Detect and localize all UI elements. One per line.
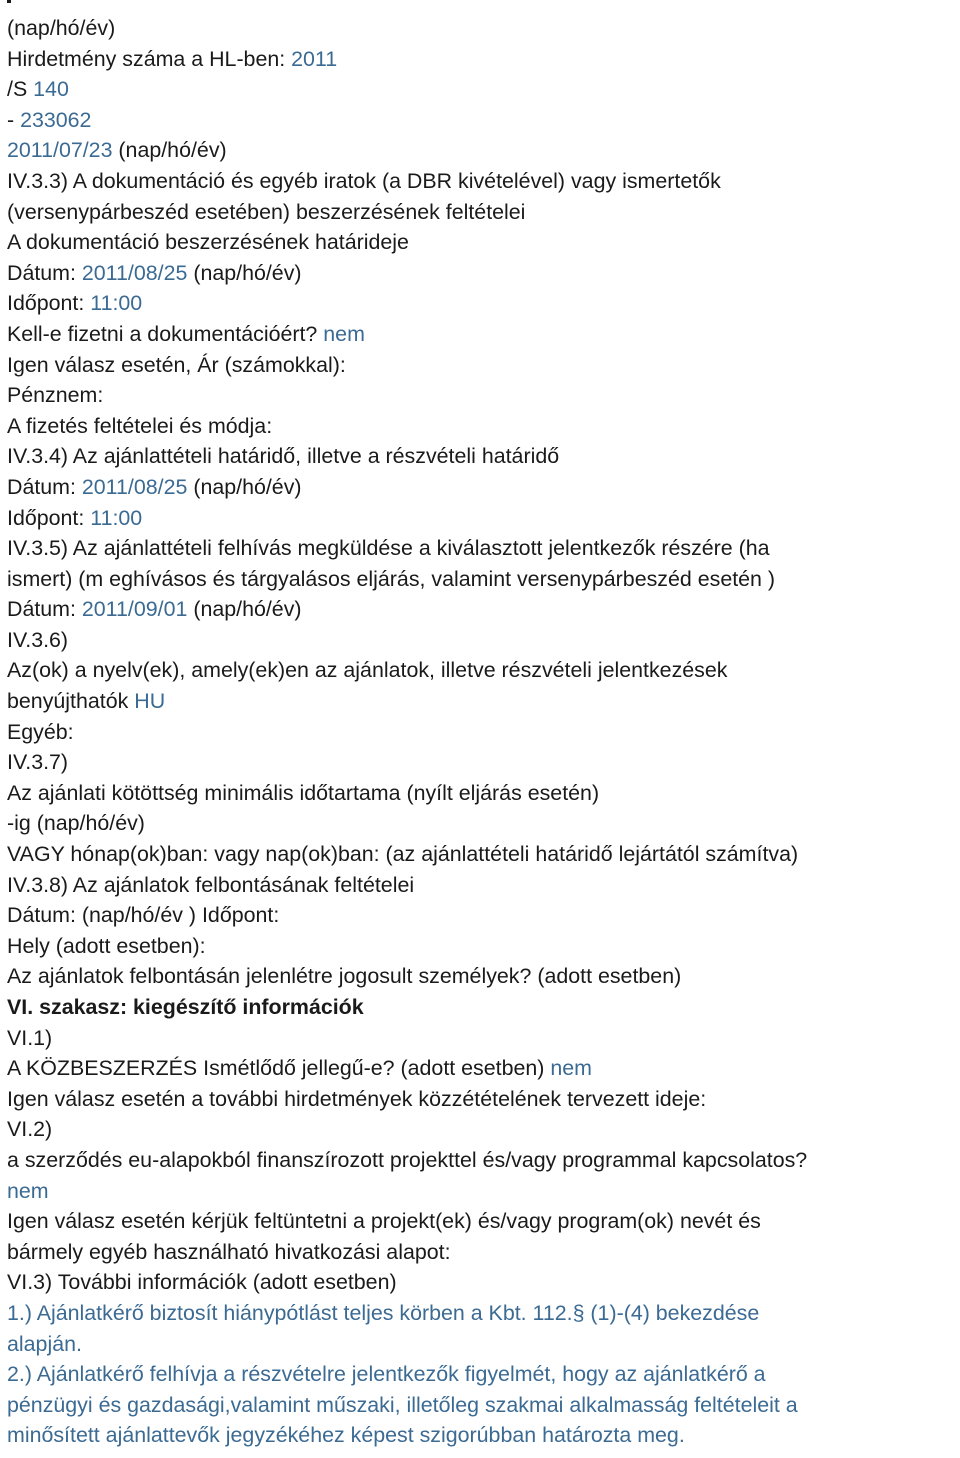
docs-deadline-date [7, 258, 957, 289]
docs-deadline-title [7, 227, 957, 258]
text-line: Egyéb: [7, 719, 74, 744]
section-vi-1-heading [7, 1023, 957, 1054]
currency-line [7, 380, 957, 411]
text-line: VAGY hónap(ok)ban: vagy nap(ok)ban: (az ajánlattételi határidő lejártától számítva) [7, 842, 799, 867]
additional-info-1-cont [7, 1329, 957, 1360]
section-vi-3-heading [7, 1267, 957, 1298]
notice-number-line [7, 44, 957, 75]
languages-value-line [7, 686, 957, 717]
text-line: ismert) (m eghívásos és tárgyalásos eljárás, valamint versenypárbeszéd esetén ) [7, 566, 776, 591]
date-format-note [7, 13, 957, 44]
section-iv-3-5-heading-cont [7, 564, 957, 595]
docs-payment-question [7, 319, 957, 350]
text-line: 2.) Ajánlatkérő felhívja a részvételre jelentkezők figyelmét, hogy az ajánlatkérő a [7, 1362, 766, 1387]
label: Dátum: [7, 474, 82, 499]
section-vi-heading [7, 992, 957, 1023]
section-iv-3-3-heading [7, 166, 957, 197]
text-line: IV.3.3) A dokumentáció és egyéb iratok (a DBR kivételével) vagy ismertetők [7, 168, 721, 193]
text-line: IV.3.7) [7, 750, 69, 775]
text-line: bármely egyéb használható hivatkozási alapot: [7, 1239, 451, 1264]
value: nem [323, 321, 365, 346]
binding-period-line [7, 778, 957, 809]
text-line: Igen válasz esetén, Ár (számokkal): [7, 352, 346, 377]
text-line: -ig (nap/hó/év) [7, 811, 145, 836]
notice-date-line [7, 135, 957, 166]
section-iv-3-7-heading [7, 747, 957, 778]
project-reference-line [7, 1206, 957, 1237]
label: A KÖZBESZERZÉS Ismétlődő jellegű-e? (adott esetben) [7, 1056, 551, 1081]
section-iv-3-5-heading [7, 533, 957, 564]
tender-deadline-date [7, 472, 957, 503]
notice-s-line [7, 74, 957, 105]
value: HU [134, 689, 166, 714]
value: nem [7, 1178, 49, 1203]
suffix: (nap/hó/év) [187, 597, 302, 622]
text-line: 1.) Ajánlatkérő biztosít hiánypótlást teljes körben a Kbt. 112.§ (1)-(4) bekezdése [7, 1300, 760, 1325]
price-line [7, 350, 957, 381]
value: 11:00 [90, 505, 143, 530]
notice-id-line [7, 105, 957, 136]
label: benyújthatók [7, 689, 135, 714]
text-line: (versenypárbeszéd esetében) beszerzésének feltételei [7, 199, 526, 224]
additional-info-2-cont [7, 1390, 957, 1421]
further-notices-line [7, 1084, 957, 1115]
invitation-date [7, 594, 957, 625]
text-line: Az ajánlati kötöttség minimális időtartama (nyílt eljárás esetén) [7, 780, 600, 805]
section-iv-3-6-heading [7, 625, 957, 656]
value: 11:00 [90, 291, 143, 316]
text-line: IV.3.8) Az ajánlatok felbontásának feltételei [7, 872, 415, 897]
suffix: (nap/hó/év) [187, 260, 302, 285]
suffix: (nap/hó/év) [112, 138, 227, 163]
binding-until-line [7, 808, 957, 839]
recurrent-procurement-line [7, 1053, 957, 1084]
text-line: alapján. [7, 1331, 82, 1356]
docs-deadline-time [7, 288, 957, 319]
text-line: Igen válasz esetén a további hirdetmények közzétételének tervezett ideje: [7, 1086, 707, 1111]
text-line: VI.3) További információk (adott esetben) [7, 1270, 397, 1295]
label: Időpont: [7, 505, 91, 530]
label: Dátum: [7, 597, 82, 622]
label: Hirdetmény száma a HL-ben: [7, 46, 292, 71]
label: Időpont: [7, 291, 91, 316]
text-line: VI. szakasz: kiegészítő információk [7, 995, 364, 1019]
label: Kell-e fizetni a dokumentációért? [7, 321, 324, 346]
eu-funds-question [7, 1145, 957, 1176]
value: 2011/08/25 [81, 260, 188, 285]
additional-info-2 [7, 1359, 957, 1390]
opening-attendees-line [7, 961, 957, 992]
binding-months-line [7, 839, 957, 870]
text-line: IV.3.4) Az ajánlattételi határidő, illetve a részvételi határidő [7, 444, 560, 469]
project-reference-line-cont [7, 1237, 957, 1268]
text-line: Igen válasz esetén kérjük feltüntetni a projekt(ek) és/vagy program(ok) nevét és [7, 1209, 761, 1234]
text-line: VI.1) [7, 1025, 53, 1050]
document-page [7, 13, 957, 1451]
value: 2011/07/23 [7, 138, 113, 163]
text-line: pénzügyi és gazdasági,valamint műszaki, illetőleg szakmai alkalmasság feltételeit a [7, 1392, 798, 1417]
section-iv-3-8-heading [7, 870, 957, 901]
label: - [7, 107, 21, 132]
section-iv-3-3-heading-cont [7, 197, 957, 228]
label: /S [7, 77, 34, 102]
value: 140 [33, 77, 69, 102]
value: 2011/08/25 [81, 474, 188, 499]
text-line: IV.3.5) Az ajánlattételi felhívás megküldése a kiválasztott jelentkezők részére (ha [7, 536, 770, 561]
text-line: A dokumentáció beszerzésének határideje [7, 230, 409, 255]
opening-place-line [7, 931, 957, 962]
eu-funds-answer [7, 1176, 957, 1207]
other-language-line [7, 717, 957, 748]
value: 2011/09/01 [81, 597, 188, 622]
languages-line [7, 655, 957, 686]
text-line: Dátum: (nap/hó/év ) Időpont: [7, 903, 280, 928]
page-top-mark [7, 0, 11, 3]
text-line: minősített ajánlattevők jegyzékéhez képest szigorúbban határozta meg. [7, 1423, 685, 1448]
additional-info-2-end [7, 1420, 957, 1451]
value: nem [550, 1056, 592, 1081]
value: 233062 [20, 107, 92, 132]
text-line: Hely (adott esetben): [7, 933, 206, 958]
payment-terms-line [7, 411, 957, 442]
text-line: VI.2) [7, 1117, 53, 1142]
opening-date-time-line [7, 900, 957, 931]
text-line: Pénznem: [7, 383, 104, 408]
value: 2011 [291, 46, 338, 71]
section-iv-3-4-heading [7, 441, 957, 472]
suffix: (nap/hó/év) [187, 474, 302, 499]
additional-info-1 [7, 1298, 957, 1329]
label: Dátum: [7, 260, 82, 285]
text-line: a szerződés eu-alapokból finanszírozott projekttel és/vagy programmal kapcsolatos? [7, 1147, 808, 1172]
text-line: (nap/hó/év) [7, 16, 116, 40]
tender-deadline-time [7, 503, 957, 534]
text-line: IV.3.6) [7, 627, 69, 652]
text-line: Az(ok) a nyelv(ek), amely(ek)en az ajánlatok, illetve részvételi jelentkezések [7, 658, 728, 683]
text-line: A fizetés feltételei és módja: [7, 413, 273, 438]
text-line: Az ajánlatok felbontásán jelenlétre jogosult személyek? (adott esetben) [7, 964, 682, 989]
section-vi-2-heading [7, 1114, 957, 1145]
